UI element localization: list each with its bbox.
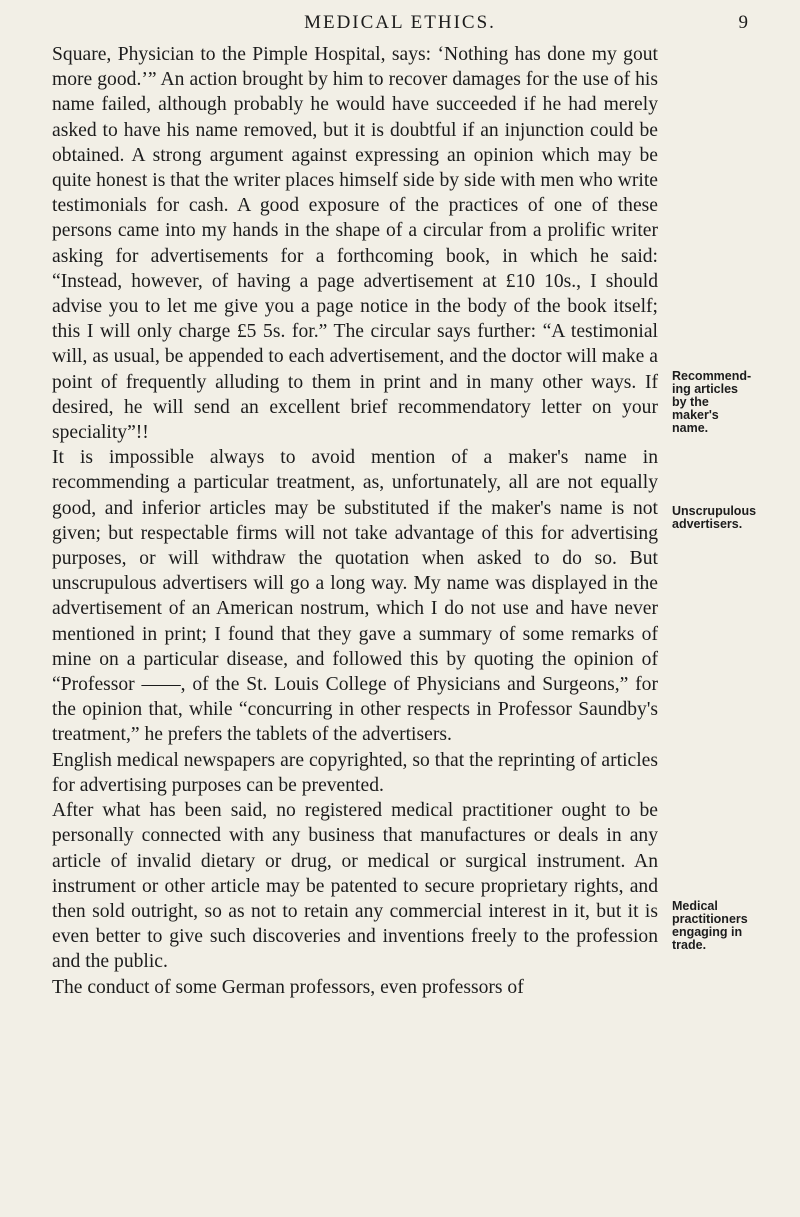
margin-note-trade (672, 900, 800, 952)
margin-note-recommending (672, 370, 800, 435)
paragraph: The conduct of some German professors, even professors of (52, 976, 524, 998)
margin-note-line: advertisers. (672, 517, 743, 531)
paragraph: It is impossible always to avoid mention of a maker's name in recommending a particular treatment, as, unfortunately, all are not equally good, and inferior articles may be substituted if the maker's name is not given; but respectable firms will not take advantage of this for advertising purposes, or will withdraw the quotation when asked to do so. But unscrupulous advertisers will go a long way. My name was displayed in the advertisement of an American nostrum, which I do not use and have never mentioned in print; I found that they gave a summary of some remarks of mine on a particular disease, and followed this by quoting the opinion of “Professor ——, of the St. Louis College of Physicians and Surgeons,” for the opinion that, while “concurring in other respects in Professor Saundby's treatment,” he prefers the tablets of the advertisers. (52, 447, 658, 746)
margin-note-unscrupulous (672, 505, 800, 531)
running-head: MEDICAL ETHICS. (304, 12, 496, 33)
paragraph: After what has been said, no registered medical practitioner ought to be personally connected with any business that manufactures or deals in any article of invalid dietary or drug, or medical or surgical instrument. An instrument or other article may be patented to secure proprietary rights, and then sold outright, so as not to retain any commercial interest in it, but it is even better to give such discoveries and inventions freely to the profession and the public. (52, 800, 658, 973)
body-text (52, 42, 658, 1000)
paragraph: English medical newspapers are copyrighted, so that the reprinting of articles for advertising purposes can be prevented. (52, 749, 658, 796)
margin-note-line: name. (672, 421, 709, 435)
margin-note-line: engaging in (672, 925, 743, 939)
margin-note-line: maker's (672, 408, 719, 422)
margin-note-line: ing articles (672, 382, 738, 396)
margin-note-line: by the (672, 395, 709, 409)
page-header (0, 12, 800, 38)
margin-note-line: Medical (672, 899, 718, 913)
margin-note-line: Recommend- (672, 369, 752, 383)
page-number: 9 (738, 12, 748, 33)
margin-note-line: practitioners (672, 912, 748, 926)
paragraph: Square, Physician to the Pimple Hospital, says: ‘Nothing has done my gout more good.’” An action brought by him to recover damages for the use of his name failed, although probably he would have succeeded if he had merely asked to have his name removed, but it is doubtful if an injunction could be obtained. A strong argument against expressing an opinion which may be quite honest is that the writer places himself side by side with men who write testimonials for cash. A good exposure of the practices of one of these persons came into my hands in the shape of a circular from a prolific writer asking for advertisements for a forthcoming book, in which he said: “Instead, however, of having a page advertisement at £10 10s., I should advise you to let me give you a page notice in the body of the book itself; this I will only charge £5 5s. for.” The circular says further: “A testimonial will, as usual, be appended to each advertisement, and the doctor will make a point of frequently alluding to them in print and in many other ways. If desired, he will send an excellent brief recommendatory letter on your speciality”!! (52, 44, 658, 444)
margin-note-line: Unscrupulous (672, 504, 757, 518)
margin-note-line: trade. (672, 938, 707, 952)
